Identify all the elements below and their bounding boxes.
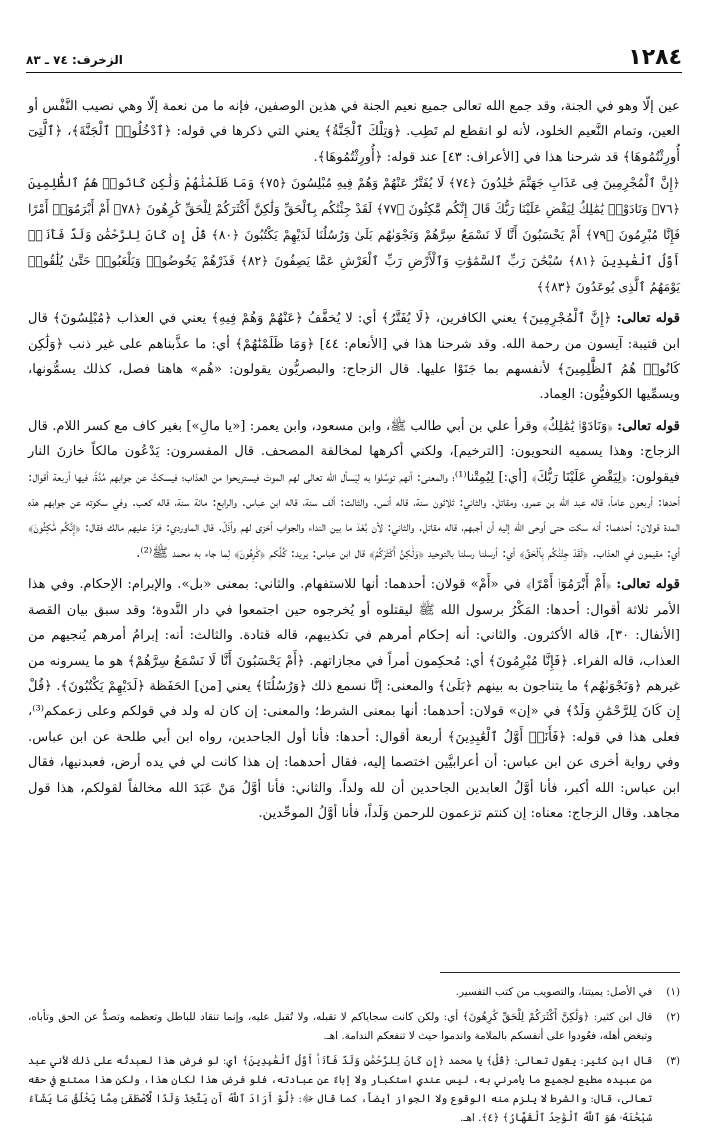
running-head: الزخرف: ٧٤ ـ ٨٣ — [26, 53, 123, 67]
section-label: قوله تعالى: — [616, 577, 680, 593]
footnote-number: (٢) — [666, 1011, 680, 1023]
footnote-text: قال ابن كثير: يقول تعالى: ﴿قُلْ﴾ يا محمد ﴿إِن كَانَ لِلرَّحْمَٰنِ وَلَدٌ فَأَنَا۠ أَوَّلُ ٱلْعَٰبِدِينَ﴾ أي: لو فرض هذا لعبدتُه على ذلك لأني عبد من عبيده مطيع لجميع ما يأمرني به، ليس عندي استكبار ولا إباءٌ عن عبادته، فلو فرض هذا لكان هذا، ولكن هذا ممتنع في حقه تعالى، قال: والشرط لا يلزم منه الوقوع ولا الجواز أيضاً، كما قال ﷻ: ﴿لَّوْ أَرَادَ ٱللَّهُ أَن يَتَّخِذَ وَلَدًا لَّٱصْطَفَىٰ مِمَّا يَخْلُقُ مَا يَشَآءُ سُبْحَٰنَهُۥ هُوَ ٱللَّهُ ٱلْوَٰحِدُ ٱلْقَهَّارُ﴾ ﴿٤﴾. اهـ. — [28, 1055, 653, 1124]
paragraph-commentary-2 — [28, 414, 680, 566]
page-header — [26, 42, 682, 73]
tafsir-body — [28, 94, 680, 826]
paragraph-text: ﴿إِنَّ ٱلْمُجْرِمِينَ﴾ يعني الكافرين، ﴿لَا يُفَتَّرُ﴾ أي: لا يُخفَّفُ ﴿عَنْهُمْ وَهُمْ فِيهِ﴾ يعني في العذاب ﴿مُبْلِسُونَ﴾ قال ابن قتيبة: آيسون من رحمة الله. وقد شرحنا هذا في [الأنعام: ٤٤] ﴿وَمَا ظَلَمْنَٰهُمْ﴾ أي: ما عذَّبناهم على غير ذنب ﴿وَلَٰكِن كَانُوا۟ هُمُ ٱلظَّٰلِمِينَ﴾ لأنفسهم بما جَنَوْا عليها. قال الزجاج: والبصريُّون يقولون: «هُم» هاهنا فصل، كذلك يسمُّونها، ويسمِّيها الكوفيُّون: العِماد. — [28, 311, 681, 403]
paragraph-commentary-3 — [28, 572, 680, 826]
footnote — [28, 1008, 680, 1046]
section-label: قوله تعالى: — [617, 418, 680, 434]
paragraph-text: ﴿وَنَادَوْا۟ يَٰمَٰلِكُ﴾ وقرأ علي بن أبي طالب ﷺ، وابن مسعود، وابن يعمر: [«يا مالِ»] بغير كاف مع كسر اللام. قال الزجاج: وهذا يسميه النحويون: [الترخيم]، ولكني أكرهها لمخالفة المصحف. قال المفسرون: يَدْعُون مالكاً خازنَ النار فيقولون: ﴿لِيَقْضِ عَلَيْنَا رَبُّكَ﴾ [أي:] لِيُمِتْنا⁽¹⁾؛ والمعنى: أنهم توسَّلوا به لِيَسأل الله تعالى لهم الموتَ فيستريحوا من العذاب؛ فيسكتُ عن جوابهم مُدَّةً، فيها أربعة أقوال: أحدها: أربعون عاماً، قاله عبد الله بن عمرو، ومقاتل. والثاني: ثلاثون سنة، قاله أنس. والثالث: ألف سنة، قاله ابن عباس. والرابع: مائة سنة، قاله كعب. وفي سكوته عن جوابهم هذه المدة قولان: أحدهما: أنه سكت حتى أوحى الله إليه أن أجبهم، قاله مقاتل. والثاني: لأن بُعْدَ ما بين النداء والجواب أخزى لهم وأذَلّ. قال الماوردي: فرَدّ عليهم مالك فقال: ﴿إِنَّكُم مَّٰكِثُونَ﴾ أي: مقيمون في العذاب. ﴿لَقَدْ جِئْنَٰكُم بِٱلْحَقِّ﴾ أي: أرسلنا رسلنا بالتوحيد ﴿وَلَٰكِنَّ أَكْثَرَكُمْ﴾ قال ابن عباس: يريد: كُلَّكم ﴿كَٰرِهُونَ﴾ لِما جاء به محمد ﷺ⁽²⁾. — [28, 418, 680, 561]
footnote-text: في الأصل: يميتنا، والتصويب من كتب التفسير. — [455, 986, 653, 998]
paragraph-text: ﴿أَمْ أَبْرَمُوٓا۟ أَمْرًا﴾ في «أَمْ» قولان: أحدهما: أنها للاستفهام. والثاني: بمعنى «بل». والإبرام: الإحكام. وفي هذا الأمر ثلاثة أقوال: أحدها: المَكْرُ برسول الله ﷺ ليقتلوه أو يُخرجوه حين اجتمعوا في دار النَّدوة؛ وقد سبق بيان القصة [الأنفال: ٣٠]، قاله الأكثرون. والثاني: أنه إحكام أمرهم في تكذيبهم، قاله قتادة. والثالث: أنه: إبرامُ أمرهم يُنجيهم من العذاب، قاله الفراء. ﴿فَإِنَّا مُبْرِمُونَ﴾ أي: مُحكِمون أمراً في مجازاتهم. ﴿أَمْ يَحْسَبُونَ أَنَّا لَا نَسْمَعُ سِرَّهُمْ﴾ هو ما يسرونه من غيرهم ﴿وَنَجْوَىٰهُم﴾ ما يتناجون به بينهم ﴿بَلَىٰ﴾ والمعنى: إنَّا نسمع ذلك ﴿وَرُسُلُنَا﴾ يعني [من] الحَفَظة ﴿لَدَيْهِمْ يَكْتُبُونَ﴾. ﴿قُلْ إِن كَانَ لِلرَّحْمَٰنِ وَلَدٌ﴾ في «إن» قولان: أحدهما: أنها بمعنى الشرط؛ والمعنى: إن كان له ولد في قولكم وعلى زعمكم⁽³⁾، فعلى هذا في قوله: ﴿فَأَنَا۠ أَوَّلُ ٱلْعَٰبِدِينَ﴾ أربعة أقوال: أحدها: فأنا أول الجاحدين، رواه ابن أبي طلحة عن ابن عباس. وفي رواية أخرى عن ابن عباس: أن أعرابيَّين اختصما إليه، فقال أحدهما: إن هذا كانت لي في يده أرض، فعبدنيها، فقال ابن عباس: الله أكبر، فأنا أوَّلُ العابدين الجاحدين أن لله ولداً. والثاني: فأنا أوَّلُ مَنْ عَبَدَ الله مخالفاً لقولكم، هذا قول مجاهد. وقال الزجاج: معناه: إن كنتم تزعمون للرحمن وَلَداً، فأنا أوَّلُ الموحِّدين. — [28, 577, 680, 821]
page-number: ١٢٨٤ — [628, 45, 682, 70]
paragraph-intro: عين إلّا وهو في الجنة، وقد جمع الله تعالى جميع نعيم الجنة في هذين الوصفين، فإنه ما من نعمة إلّا وهي نصيب النَّفْس أو العين، وتمام النَّعيم الخلود، لأنه لو انقطع لم تَطِب. ﴿وَتِلْكَ ٱلْجَنَّةُ﴾ يعني التي ذكرها في قوله: ﴿ٱدْخُلُوا۟ ٱلْجَنَّةَ﴾، ﴿ٱلَّتِىٓ أُورِثْتُمُوهَا﴾ قد شرحنا هذا في [الأعراف: ٤٣] عند قوله: ﴿أُورِثْتُمُوهَا﴾. — [28, 99, 680, 165]
footnote-separator — [440, 972, 680, 973]
paragraph-commentary-1 — [28, 306, 680, 408]
footnote — [28, 1052, 680, 1128]
quran-verses-block: ﴿إِنَّ ٱلْمُجْرِمِينَ فِى عَذَابِ جَهَنَّمَ خَٰلِدُونَ ﴿٧٤﴾ لَا يُفَتَّرُ عَنْهُمْ وَهُمْ فِيهِ مُبْلِسُونَ ﴿٧٥﴾ وَمَا ظَلَمْنَٰهُمْ وَلَٰكِن كَانُوا۟ هُمُ ٱلظَّٰلِمِينَ ﴿٧٦﴾ وَنَادَوْا۟ يَٰمَٰلِكُ لِيَقْضِ عَلَيْنَا رَبُّكَ قَالَ إِنَّكُم مَّٰكِثُونَ ﴿٧٧﴾ لَقَدْ جِئْنَٰكُم بِٱلْحَقِّ وَلَٰكِنَّ أَكْثَرَكُمْ لِلْحَقِّ كَٰرِهُونَ ﴿٧٨﴾ أَمْ أَبْرَمُوٓا۟ أَمْرًا فَإِنَّا مُبْرِمُونَ ﴿٧٩﴾ أَمْ يَحْسَبُونَ أَنَّا لَا نَسْمَعُ سِرَّهُمْ وَنَجْوَىٰهُم بَلَىٰ وَرُسُلُنَا لَدَيْهِمْ يَكْتُبُونَ ﴿٨٠﴾ قُلْ إِن كَانَ لِلرَّحْمَٰنِ وَلَدٌ فَأَنَا۠ أَوَّلُ ٱلْعَٰبِدِينَ ﴿٨١﴾ سُبْحَٰنَ رَبِّ ٱلسَّمَٰوَٰتِ وَٱلْأَرْضِ رَبِّ ٱلْعَرْشِ عَمَّا يَصِفُونَ ﴿٨٢﴾ فَذَرْهُمْ يَخُوضُوا۟ وَيَلْعَبُوا۟ حَتَّىٰ يُلَٰقُوا۟ يَوْمَهُمُ ٱلَّذِى يُوعَدُونَ ﴿٨٣﴾﴾ — [28, 175, 681, 295]
footnote-number: (١) — [666, 986, 680, 998]
footnote — [28, 983, 680, 1002]
section-label: قوله تعالى: — [616, 311, 680, 327]
footnotes — [28, 950, 680, 1134]
footnote-text: قال ابن كثير: ﴿وَلَٰكِنَّ أَكْثَرَكُمْ لِلْحَقِّ كَٰرِهُونَ﴾ أي: ولكن كانت سجاياكم لا تقبله، ولا تُقبل عليه، وإنما تنقاد للباطل وتعظمه وتصدُّ عن الحق وتأباه، وتبغض أهله، فعُودوا على أنفسكم بالملامة واندموا حيث لا تنفعكم الندامة. اهـ. — [28, 1011, 653, 1042]
footnote-number: (٣) — [666, 1055, 680, 1067]
